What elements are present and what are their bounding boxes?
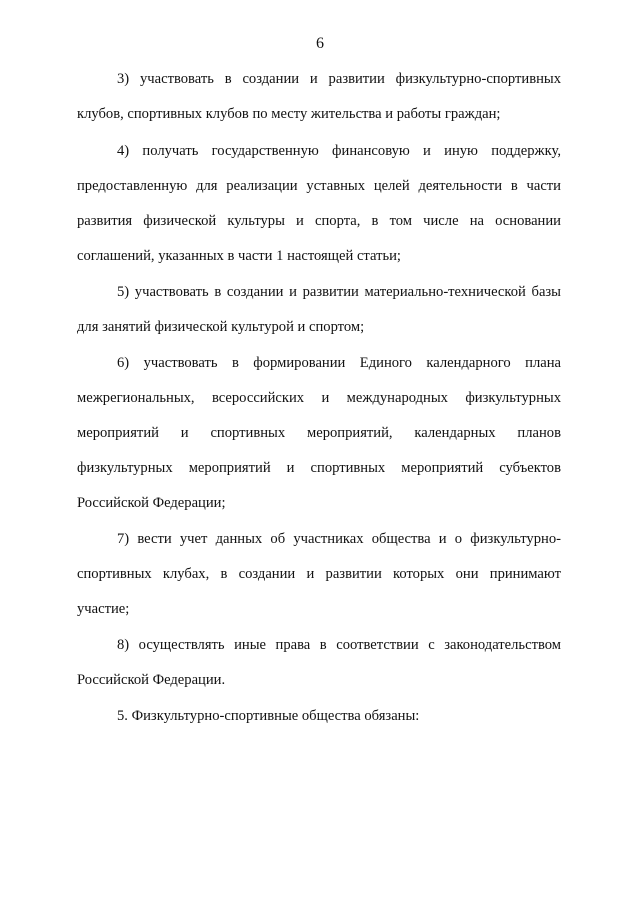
text-line: физкультурных мероприятий и спортивных мероприятий субъектов (77, 460, 561, 476)
text-line: мероприятий и спортивных мероприятий, календарных планов (77, 425, 561, 441)
text-line: участие; (77, 601, 130, 617)
text-line: предоставленную для реализации уставных целей деятельности в части (77, 178, 561, 194)
text-line: 3) участвовать в создании и развитии физкультурно-спортивных (117, 71, 561, 87)
text-line: соглашений, указанных в части 1 настоящей статьи; (77, 248, 401, 264)
text-line: 7) вести учет данных об участниках общества и о физкультурно- (117, 531, 561, 547)
text-line: 8) осуществлять иные права в соответствии с законодательством (117, 637, 561, 653)
text-line: межрегиональных, всероссийских и международных физкультурных (77, 390, 561, 406)
text-line: Российской Федерации; (77, 495, 226, 511)
text-line: спортивных клубах, в создании и развитии которых они принимают (77, 566, 561, 582)
text-line: клубов, спортивных клубов по месту жительства и работы граждан; (77, 106, 501, 122)
text-line: 5) участвовать в создании и развитии материально-технической базы (117, 284, 561, 300)
text-line: для занятий физической культурой и спортом; (77, 319, 365, 335)
text-line: 6) участвовать в формировании Единого календарного плана (117, 355, 561, 371)
page-number: 6 (316, 35, 324, 52)
text-line: Российской Федерации. (77, 672, 226, 688)
text-line: развития физической культуры и спорта, в том числе на основании (77, 213, 561, 229)
text-line: 5. Физкультурно-спортивные общества обязаны: (117, 708, 420, 724)
text-line: 4) получать государственную финансовую и иную поддержку, (117, 143, 561, 159)
